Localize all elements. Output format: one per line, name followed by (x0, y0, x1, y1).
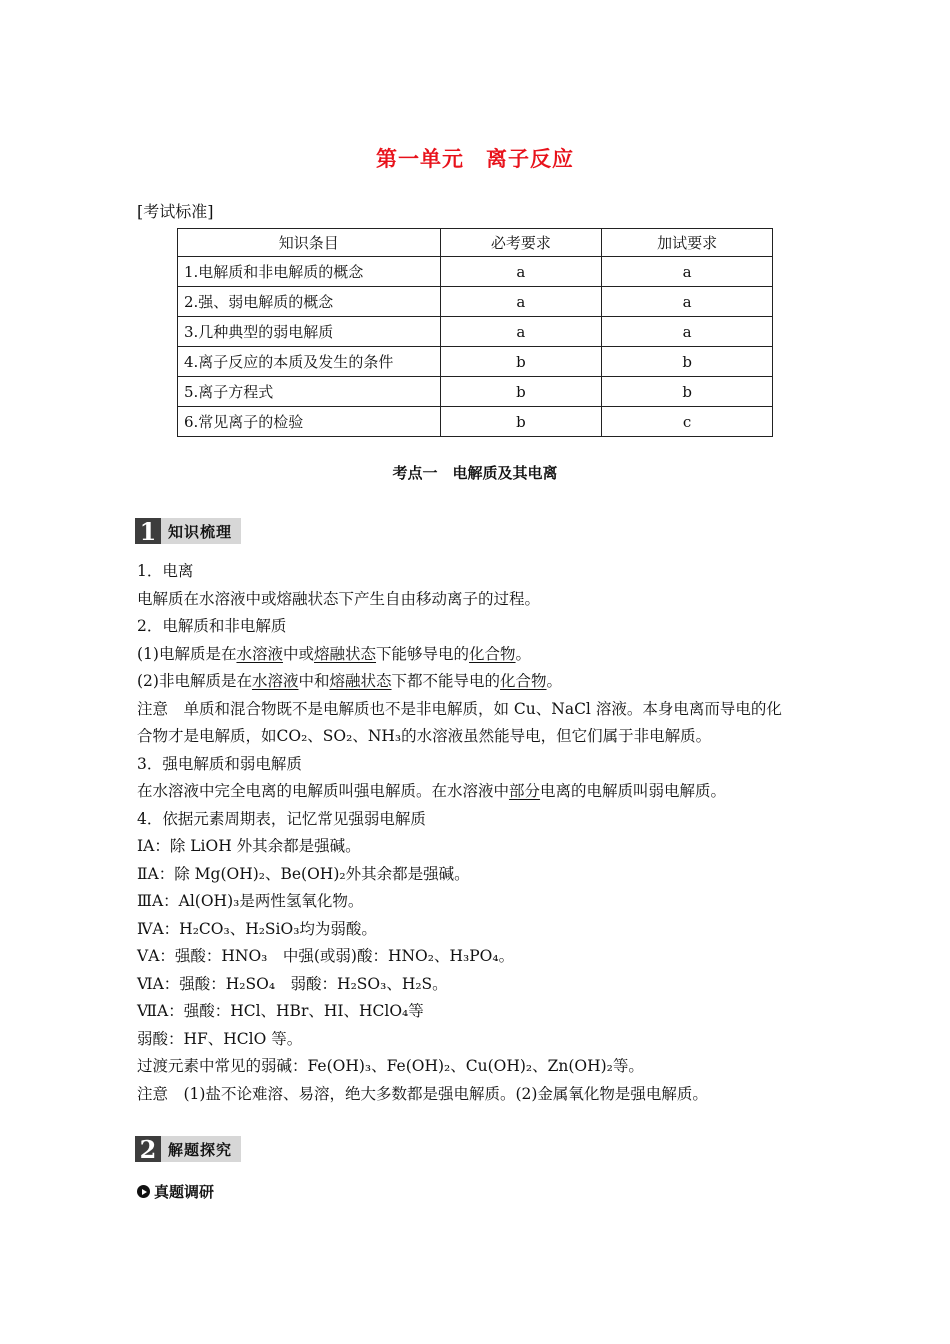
group-line: 过渡元素中常见的弱碱：Fe(OH)₃、Fe(OH)₂、Cu(OH)₂、Zn(OH)₂等。 (137, 1057, 644, 1075)
badge-label: 知识梳理 (168, 522, 233, 541)
table-cell: a (602, 287, 773, 317)
section-title: 考点一 电解质及其电离 (392, 464, 558, 482)
note: 注意 单质和混合物既不是电解质也不是非电解质，如 Cu、NaCl 溶液。本身电离而导电的化 (137, 699, 782, 718)
table-row (178, 407, 773, 437)
table-cell: 6.常见离子的检验 (178, 407, 441, 437)
table-cell: b (440, 347, 602, 377)
badge-number: 1 (135, 518, 161, 544)
heading-ionization: 1．电离 (137, 562, 194, 580)
heading-strong-weak: 3．强电解质和弱电解质 (137, 754, 302, 773)
paragraph-non-electrolyte: (2)非电解质是在水溶液中和熔融状态下都不能导电的化合物。 (137, 672, 563, 690)
badge-number: 2 (135, 1136, 161, 1162)
content-body (137, 558, 827, 1108)
table-header-cell: 知识条目 (178, 229, 441, 257)
badge-label: 解题探究 (168, 1140, 233, 1159)
table-row (178, 257, 773, 287)
table-cell: b (440, 407, 602, 437)
heading-electrolyte: 2．电解质和非电解质 (137, 617, 287, 635)
table-header-cell: 加试要求 (602, 229, 773, 257)
play-circle-icon (137, 1185, 150, 1198)
table-cell: 4.离子反应的本质及发生的条件 (178, 347, 441, 377)
page-title: 第一单元 离子反应 (376, 147, 574, 171)
note: 合物才是电解质，如CO₂、SO₂、NH₃的水溶液虽然能导电，但它们属于非电解质。 (137, 727, 712, 745)
group-line: 弱酸：HF、HClO 等。 (137, 1029, 303, 1048)
table-cell: 5.离子方程式 (178, 377, 441, 407)
group-line: ⅢA：Al(OH)₃是两性氢氧化物。 (137, 892, 364, 910)
group-line: ⅦA：强酸：HCl、HBr、HI、HClO₄等 (137, 1002, 424, 1020)
group-line: ⅣA：H₂CO₃、H₂SiO₃均为弱酸。 (137, 919, 377, 938)
knowledge-review-badge (135, 518, 241, 544)
table-cell: c (602, 407, 773, 437)
table-cell: b (602, 377, 773, 407)
table-cell: b (440, 377, 602, 407)
table-cell: a (440, 287, 602, 317)
heading-periodic-table: 4．依据元素周期表，记忆常见强弱电解质 (137, 809, 426, 828)
sub-heading (137, 1181, 214, 1202)
table-row (178, 287, 773, 317)
table-row (178, 347, 773, 377)
group-line: ⅡA：除 Mg(OH)₂、Be(OH)₂外其余都是强碱。 (137, 864, 470, 883)
note: 注意 (1)盐不论难溶、易溶，绝大多数都是强电解质。(2)金属氧化物是强电解质。 (137, 1084, 708, 1103)
group-line: ⅠA：除 LiOH 外其余都是强碱。 (137, 837, 361, 855)
group-line: ⅥA：强酸：H₂SO₄ 弱酸：H₂SO₃、H₂S。 (137, 974, 448, 993)
group-line: ⅤA：强酸：HNO₃ 中强(或弱)酸：HNO₂、H₃PO₄。 (137, 947, 515, 965)
table-cell: 3.几种典型的弱电解质 (178, 317, 441, 347)
table-cell: a (440, 257, 602, 287)
table-cell: 1.电解质和非电解质的概念 (178, 257, 441, 287)
problem-solving-badge (135, 1136, 241, 1162)
paragraph-strong-weak: 在水溶液中完全电离的电解质叫强电解质。在水溶液中部分电离的电解质叫弱电解质。 (137, 782, 727, 800)
exam-standard-table (177, 228, 773, 437)
table-cell: a (602, 257, 773, 287)
table-cell: b (602, 347, 773, 377)
table-header-cell: 必考要求 (440, 229, 602, 257)
paragraph-electrolyte: (1)电解质是在水溶液中或熔融状态下能够导电的化合物。 (137, 644, 532, 663)
table-cell: a (602, 317, 773, 347)
table-cell: 2.强、弱电解质的概念 (178, 287, 441, 317)
sub-heading-label: 真题调研 (154, 1183, 215, 1201)
paragraph: 电解质在水溶液中或熔融状态下产生自由移动离子的过程。 (137, 589, 541, 608)
exam-standard-label: [考试标准] (137, 202, 214, 221)
table-header-row (178, 229, 773, 257)
table-cell: a (440, 317, 602, 347)
table-row (178, 317, 773, 347)
table-row (178, 377, 773, 407)
